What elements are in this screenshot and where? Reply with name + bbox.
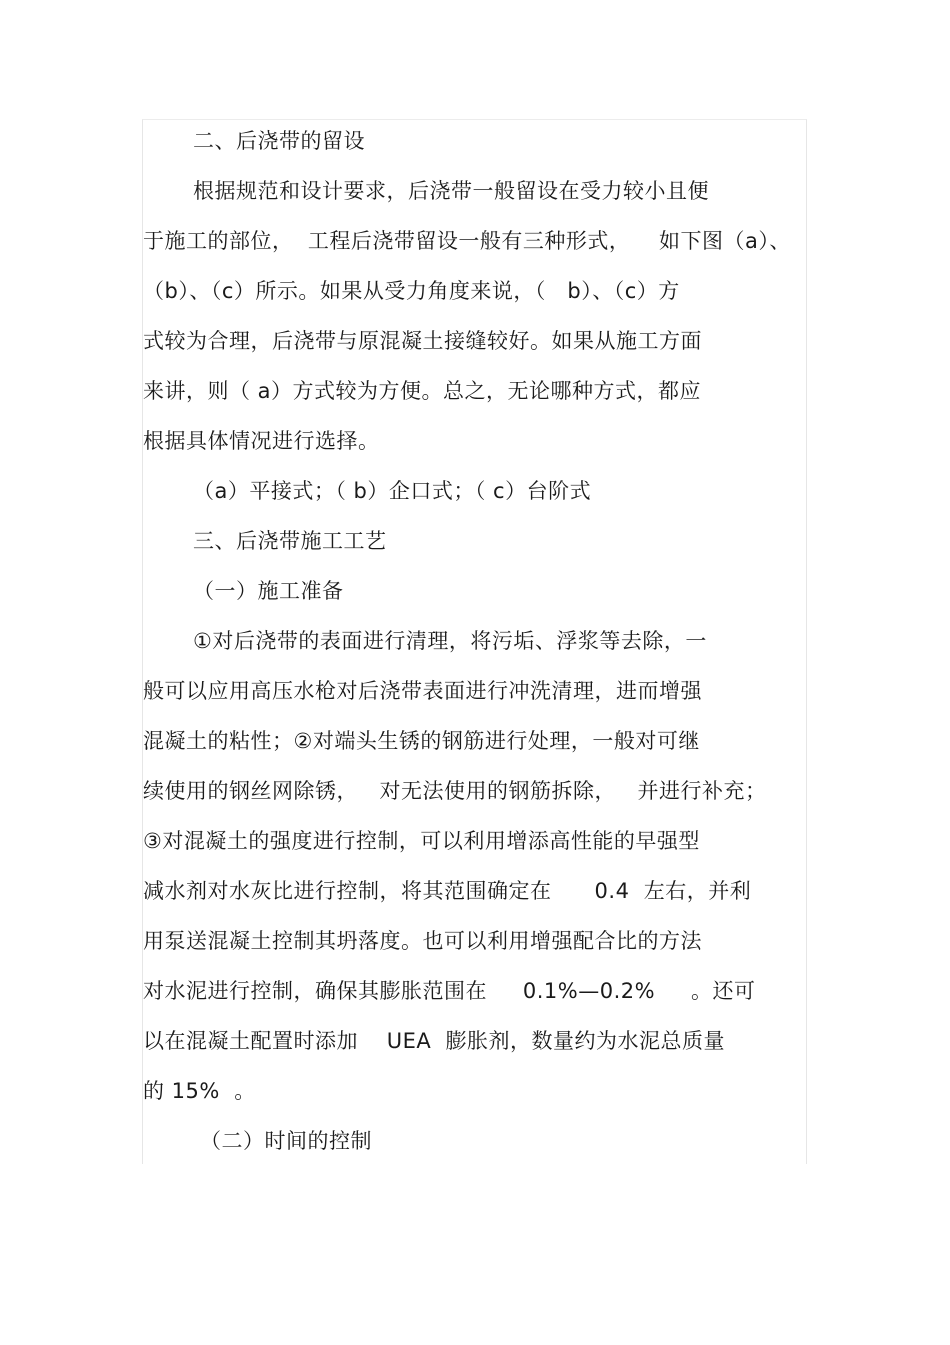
paragraph-line: 般可以应用高压水枪对后浇带表面进行冲洗清理，进而增强 (143, 679, 702, 703)
section-heading-3: 三、后浇带施工工艺 (193, 529, 387, 553)
paragraph-line: 对水泥进行控制，确保其膨胀范围在 0.1%—0.2% 。还可 (143, 979, 756, 1003)
paragraph-line: 根据具体情况进行选择。 (143, 429, 380, 453)
paragraph-line: 的 15% 。 (143, 1079, 256, 1103)
paragraph-line: 续使用的钢丝网除锈， 对无法使用的钢筋拆除， 并进行补充； (143, 779, 767, 803)
paragraph-line: 以在混凝土配置时添加 UEA 膨胀剂，数量约为水泥总质量 (143, 1029, 726, 1053)
paragraph-line: 减水剂对水灰比进行控制，将其范围确定在 0.4 左右，并利 (143, 879, 752, 903)
paragraph-line: 根据规范和设计要求，后浇带一般留设在受力较小且便 (193, 179, 709, 203)
subsection-heading-1: （一）施工准备 (193, 579, 344, 603)
section-heading-2: 二、后浇带的留设 (193, 129, 365, 153)
paragraph-line: 式较为合理，后浇带与原混凝土接缝较好。如果从施工方面 (143, 329, 702, 353)
paragraph-line: ①对后浇带的表面进行清理，将污垢、浮浆等去除，一 (193, 629, 707, 653)
paragraph-line: 用泵送混凝土控制其坍落度。也可以利用增强配合比的方法 (143, 929, 702, 953)
paragraph-line: 混凝土的粘性；②对端头生锈的钢筋进行处理，一般对可继 (143, 729, 700, 753)
figure-caption: （a）平接式；（ b）企口式；（ c）台阶式 (193, 479, 592, 503)
paragraph-line: 于施工的部位， 工程后浇带留设一般有三种形式， 如下图（a）、 (143, 229, 791, 253)
paragraph-line: ③对混凝土的强度进行控制，可以利用增添高性能的早强型 (143, 829, 700, 853)
subsection-heading-2: （二）时间的控制 (200, 1129, 372, 1153)
paragraph-line: （b）、（c）所示。如果从受力角度来说，（ b）、（c）方 (143, 279, 680, 303)
paragraph-line: 来讲，则（ a）方式较为方便。总之，无论哪种方式，都应 (143, 379, 702, 403)
